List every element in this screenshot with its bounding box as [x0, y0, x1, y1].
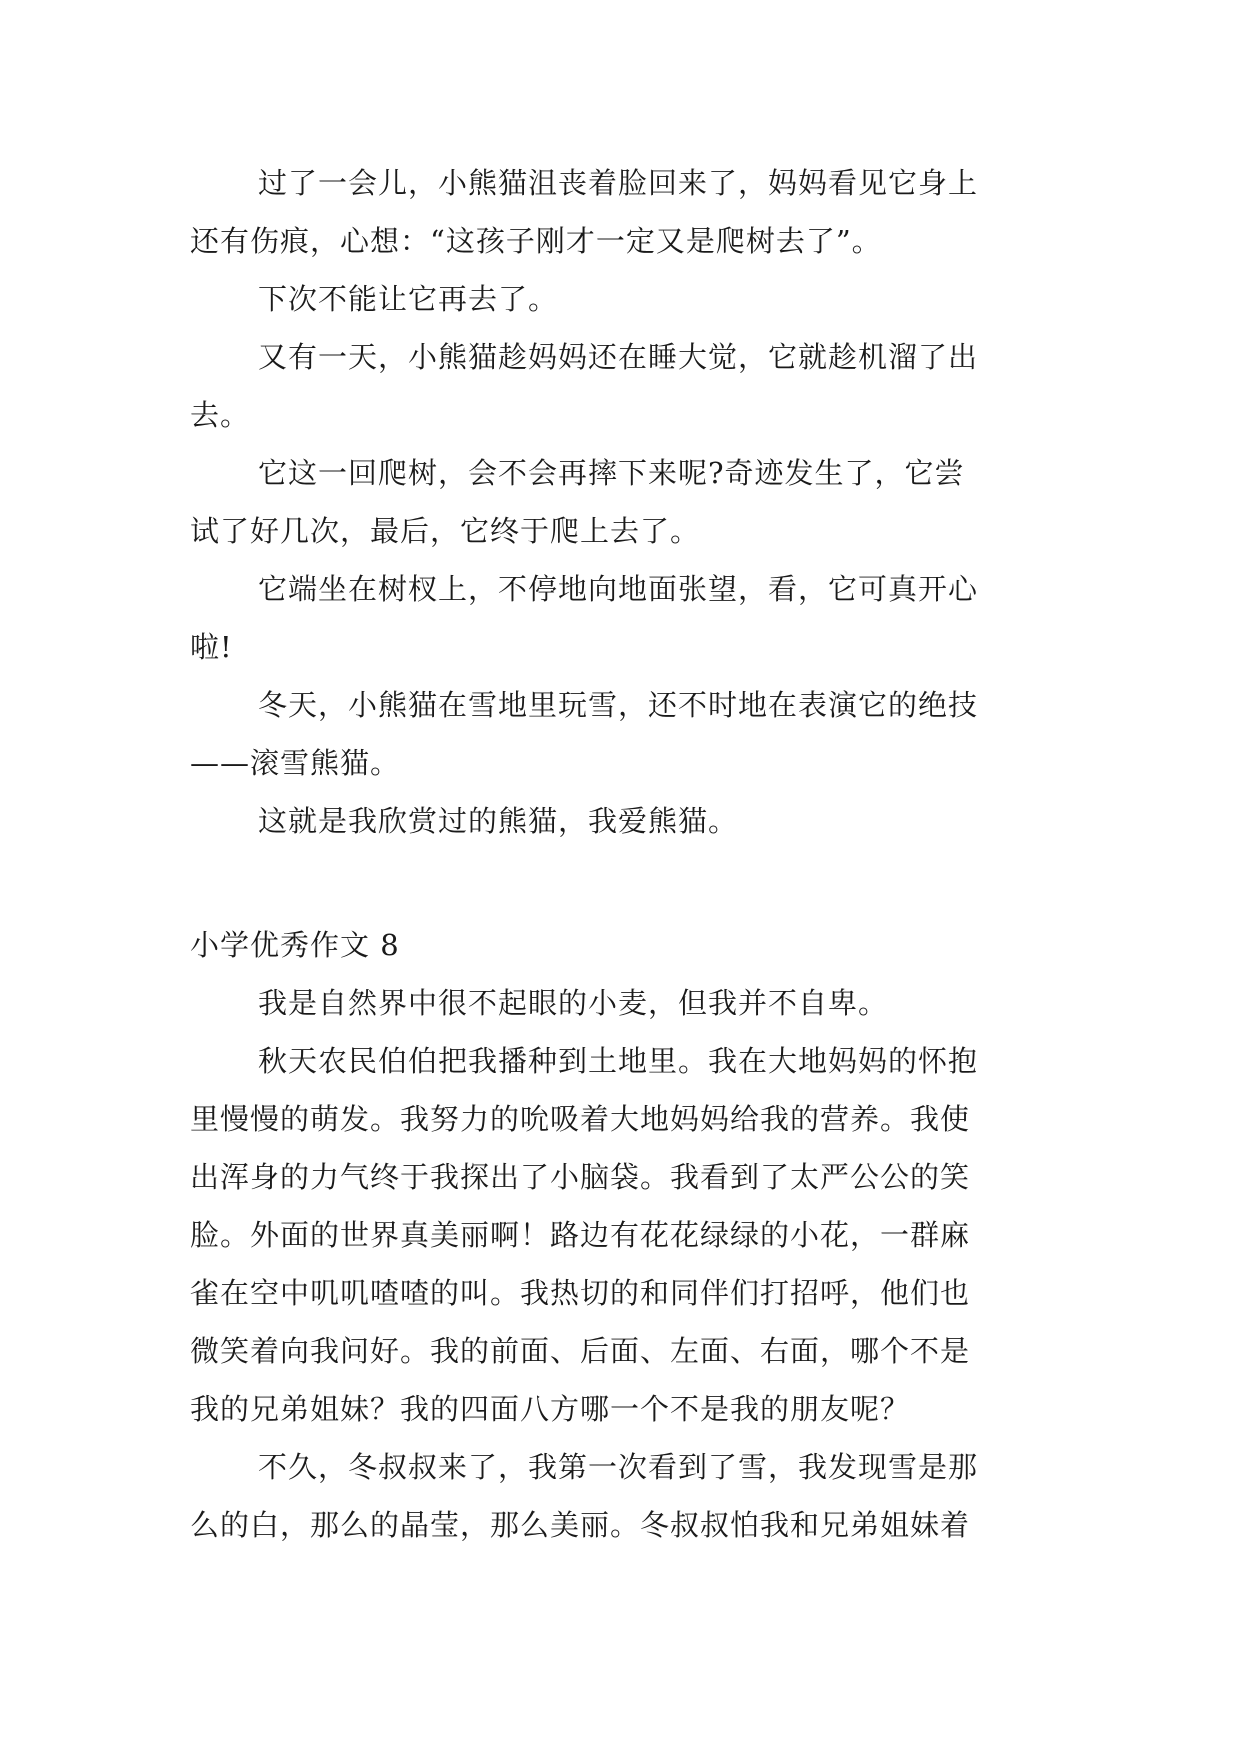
essay-panda-body — [190, 154, 1050, 850]
paragraph-line: 我的兄弟姐妹？我的四面八方哪一个不是我的朋友呢？ — [190, 1392, 911, 1426]
paragraph-line: 下次不能让它再去了。 — [258, 282, 559, 316]
paragraph-line: 微笑着向我问好。我的前面、后面、左面、右面，哪个不是 — [190, 1334, 971, 1368]
paragraph-line: 脸。外面的世界真美丽啊！路边有花花绿绿的小花，一群麻 — [190, 1218, 971, 1252]
essay-wheat-body — [190, 974, 1050, 1554]
paragraph-line: 出浑身的力气终于我探出了小脑袋。我看到了太严公公的笑 — [190, 1160, 971, 1194]
paragraph-line: 还有伤痕，心想：“这孩子刚才一定又是爬树去了”。 — [190, 224, 882, 258]
paragraph-line: 它这一回爬树，会不会再摔下来呢?奇迹发生了，它尝 — [258, 456, 965, 490]
paragraph-line: 它端坐在树杈上，不停地向地面张望，看，它可真开心 — [258, 572, 979, 606]
paragraph-line: 冬天，小熊猫在雪地里玩雪，还不时地在表演它的绝技 — [258, 688, 979, 722]
paragraph-line: 过了一会儿，小熊猫沮丧着脸回来了，妈妈看见它身上 — [258, 166, 979, 200]
paragraph-line: 这就是我欣赏过的熊猫，我爱熊猫。 — [258, 804, 739, 838]
paragraph-line: ——滚雪熊猫。 — [190, 746, 401, 780]
essay-title: 小学优秀作文 8 — [190, 928, 400, 962]
paragraph-line: 不久，冬叔叔来了，我第一次看到了雪，我发现雪是那 — [258, 1450, 979, 1484]
paragraph-line: 又有一天，小熊猫趁妈妈还在睡大觉，它就趁机溜了出 — [258, 340, 979, 374]
paragraph-line: 去。 — [190, 398, 251, 432]
paragraph-line: 里慢慢的萌发。我努力的吮吸着大地妈妈给我的营养。我使 — [190, 1102, 971, 1136]
paragraph-line: 我是自然界中很不起眼的小麦，但我并不自卑。 — [258, 986, 889, 1020]
paragraph-line: 试了好几次，最后，它终于爬上去了。 — [190, 514, 701, 548]
paragraph-line: 雀在空中叽叽喳喳的叫。我热切的和同伴们打招呼，他们也 — [190, 1276, 971, 1310]
paragraph-line: 啦! — [190, 630, 233, 664]
paragraph-line: 秋天农民伯伯把我播种到土地里。我在大地妈妈的怀抱 — [258, 1044, 979, 1078]
paragraph-line: 么的白，那么的晶莹，那么美丽。冬叔叔怕我和兄弟姐妹着 — [190, 1508, 971, 1542]
